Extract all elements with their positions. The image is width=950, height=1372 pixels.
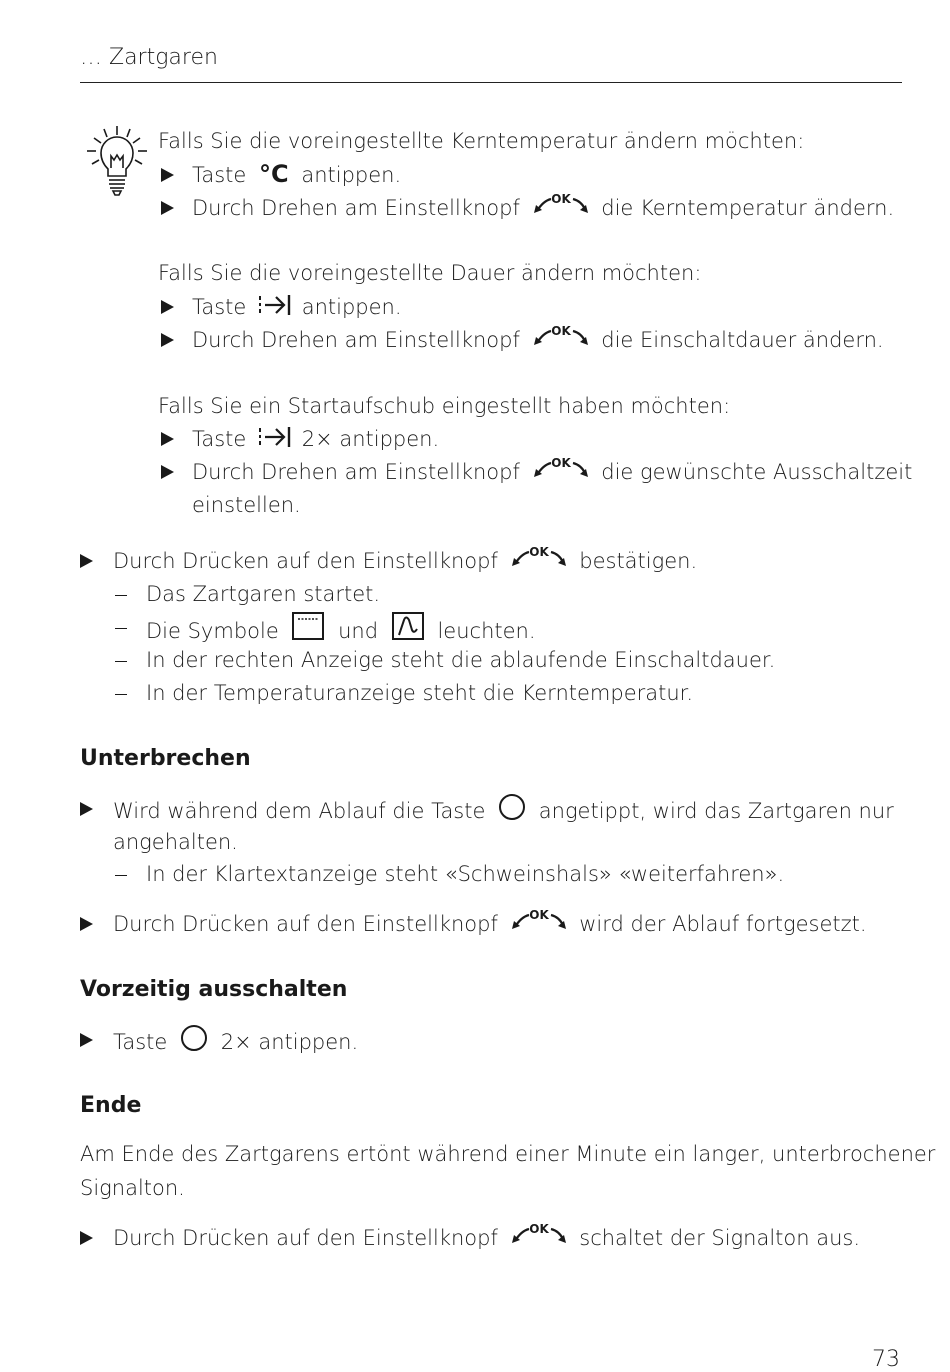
step-text: Taste [192, 295, 247, 319]
ok-knob-icon [533, 323, 589, 347]
interrupt-step-cont: angehalten. [113, 830, 238, 854]
ok-knob-icon [511, 544, 567, 568]
end-paragraph-line1: Am Ende des Zartgarens ertönt während einer Minute ein langer, unterbrochener [80, 1142, 936, 1166]
step-text: 2× antippen. [301, 427, 440, 451]
step-text: Taste [192, 427, 247, 451]
step-text: Durch Drücken auf den Einstellknopf [113, 549, 498, 573]
step-text: bestätigen. [579, 549, 698, 573]
result-right-display: In der rechten Anzeige steht die ablaufende Einschaltdauer. [146, 648, 776, 672]
tip-intro-delay: Falls Sie ein Startaufschub eingestellt haben möchten: [158, 394, 731, 418]
tip-step-core-temp-knob [192, 197, 894, 221]
step-text: antippen. [301, 163, 402, 187]
oven-symbol-icon [291, 611, 325, 641]
step-text: Wird während dem Ablauf die Taste [113, 799, 486, 823]
step-text: und [338, 619, 379, 643]
end-paragraph-line2: Signalton. [80, 1176, 185, 1200]
result-start: Das Zartgaren startet. [146, 582, 381, 606]
confirm-step [113, 550, 697, 574]
step-text: angetippt, wird das Zartgaren nur [538, 799, 894, 823]
bullet-arrow [80, 554, 93, 568]
bullet-arrow [161, 333, 174, 347]
tip-step-core-temp-key [192, 160, 402, 188]
ok-knob-icon [511, 1221, 567, 1245]
header-rule [80, 82, 902, 83]
step-text: 2× antippen. [220, 1030, 359, 1054]
power-key-icon [180, 1024, 208, 1052]
bullet-arrow [161, 168, 174, 182]
result-dash [115, 694, 127, 695]
tip-intro-duration: Falls Sie die voreingestellte Dauer ändern möchten: [158, 261, 702, 285]
timer-key-icon [257, 292, 293, 316]
tip-step-delay-cont: einstellen. [192, 493, 301, 517]
step-text: die Einschaltdauer ändern. [601, 328, 884, 352]
interrupt-result: In der Klartextanzeige steht «Schweinshals» «weiterfahren». [146, 862, 785, 886]
step-text: Die Symbole [146, 619, 279, 643]
tip-step-delay-key [192, 428, 439, 452]
step-text: wird der Ablauf fortgesetzt. [579, 912, 867, 936]
bullet-arrow [80, 1033, 93, 1047]
core-probe-symbol-icon [391, 611, 425, 641]
celsius-key-icon: °C [259, 160, 289, 188]
early-off-step [113, 1029, 358, 1057]
step-text: Durch Drehen am Einstellknopf [192, 460, 520, 484]
tip-step-duration-key [192, 296, 402, 320]
step-text: Taste [113, 1030, 168, 1054]
step-text: die gewünschte Ausschaltzeit [601, 460, 913, 484]
section-header: … Zartgaren [80, 45, 218, 70]
step-text: Durch Drehen am Einstellknopf [192, 196, 520, 220]
result-symbols [146, 617, 536, 647]
bullet-arrow [161, 432, 174, 446]
result-dash [115, 661, 127, 662]
tip-step-duration-knob [192, 329, 884, 353]
heading-interrupt: Unterbrechen [80, 746, 251, 771]
bullet-arrow [161, 300, 174, 314]
result-dash [115, 628, 127, 629]
step-text: antippen. [301, 295, 402, 319]
step-text: Durch Drücken auf den Einstellknopf [113, 1226, 498, 1250]
bullet-arrow [161, 465, 174, 479]
step-text: leuchten. [437, 619, 536, 643]
heading-end: Ende [80, 1093, 142, 1118]
step-text: Durch Drücken auf den Einstellknopf [113, 912, 498, 936]
power-key-icon [498, 793, 526, 821]
tip-step-delay-knob [192, 461, 912, 485]
ok-knob-icon [533, 191, 589, 215]
bullet-arrow [161, 201, 174, 215]
bullet-arrow [80, 1231, 93, 1245]
step-text: die Kerntemperatur ändern. [601, 196, 895, 220]
result-dash [115, 875, 127, 876]
bullet-arrow [80, 802, 93, 816]
step-text: schaltet der Signalton aus. [579, 1226, 861, 1250]
step-text: Durch Drehen am Einstellknopf [192, 328, 520, 352]
heading-early-off: Vorzeitig ausschalten [80, 977, 348, 1002]
interrupt-resume-step [113, 913, 867, 937]
interrupt-step [113, 798, 894, 826]
tip-intro-core-temp: Falls Sie die voreingestellte Kerntemperatur ändern möchten: [158, 129, 805, 153]
result-dash [115, 595, 127, 596]
step-text: Taste [192, 163, 247, 187]
result-temp-display: In der Temperaturanzeige steht die Kerntemperatur. [146, 681, 694, 705]
page-number: 73 [872, 1347, 900, 1372]
bullet-arrow [80, 917, 93, 931]
end-step [113, 1227, 860, 1251]
lightbulb-icon [84, 124, 150, 196]
timer-key-icon [257, 424, 293, 448]
ok-knob-icon [511, 907, 567, 931]
ok-knob-icon [533, 455, 589, 479]
